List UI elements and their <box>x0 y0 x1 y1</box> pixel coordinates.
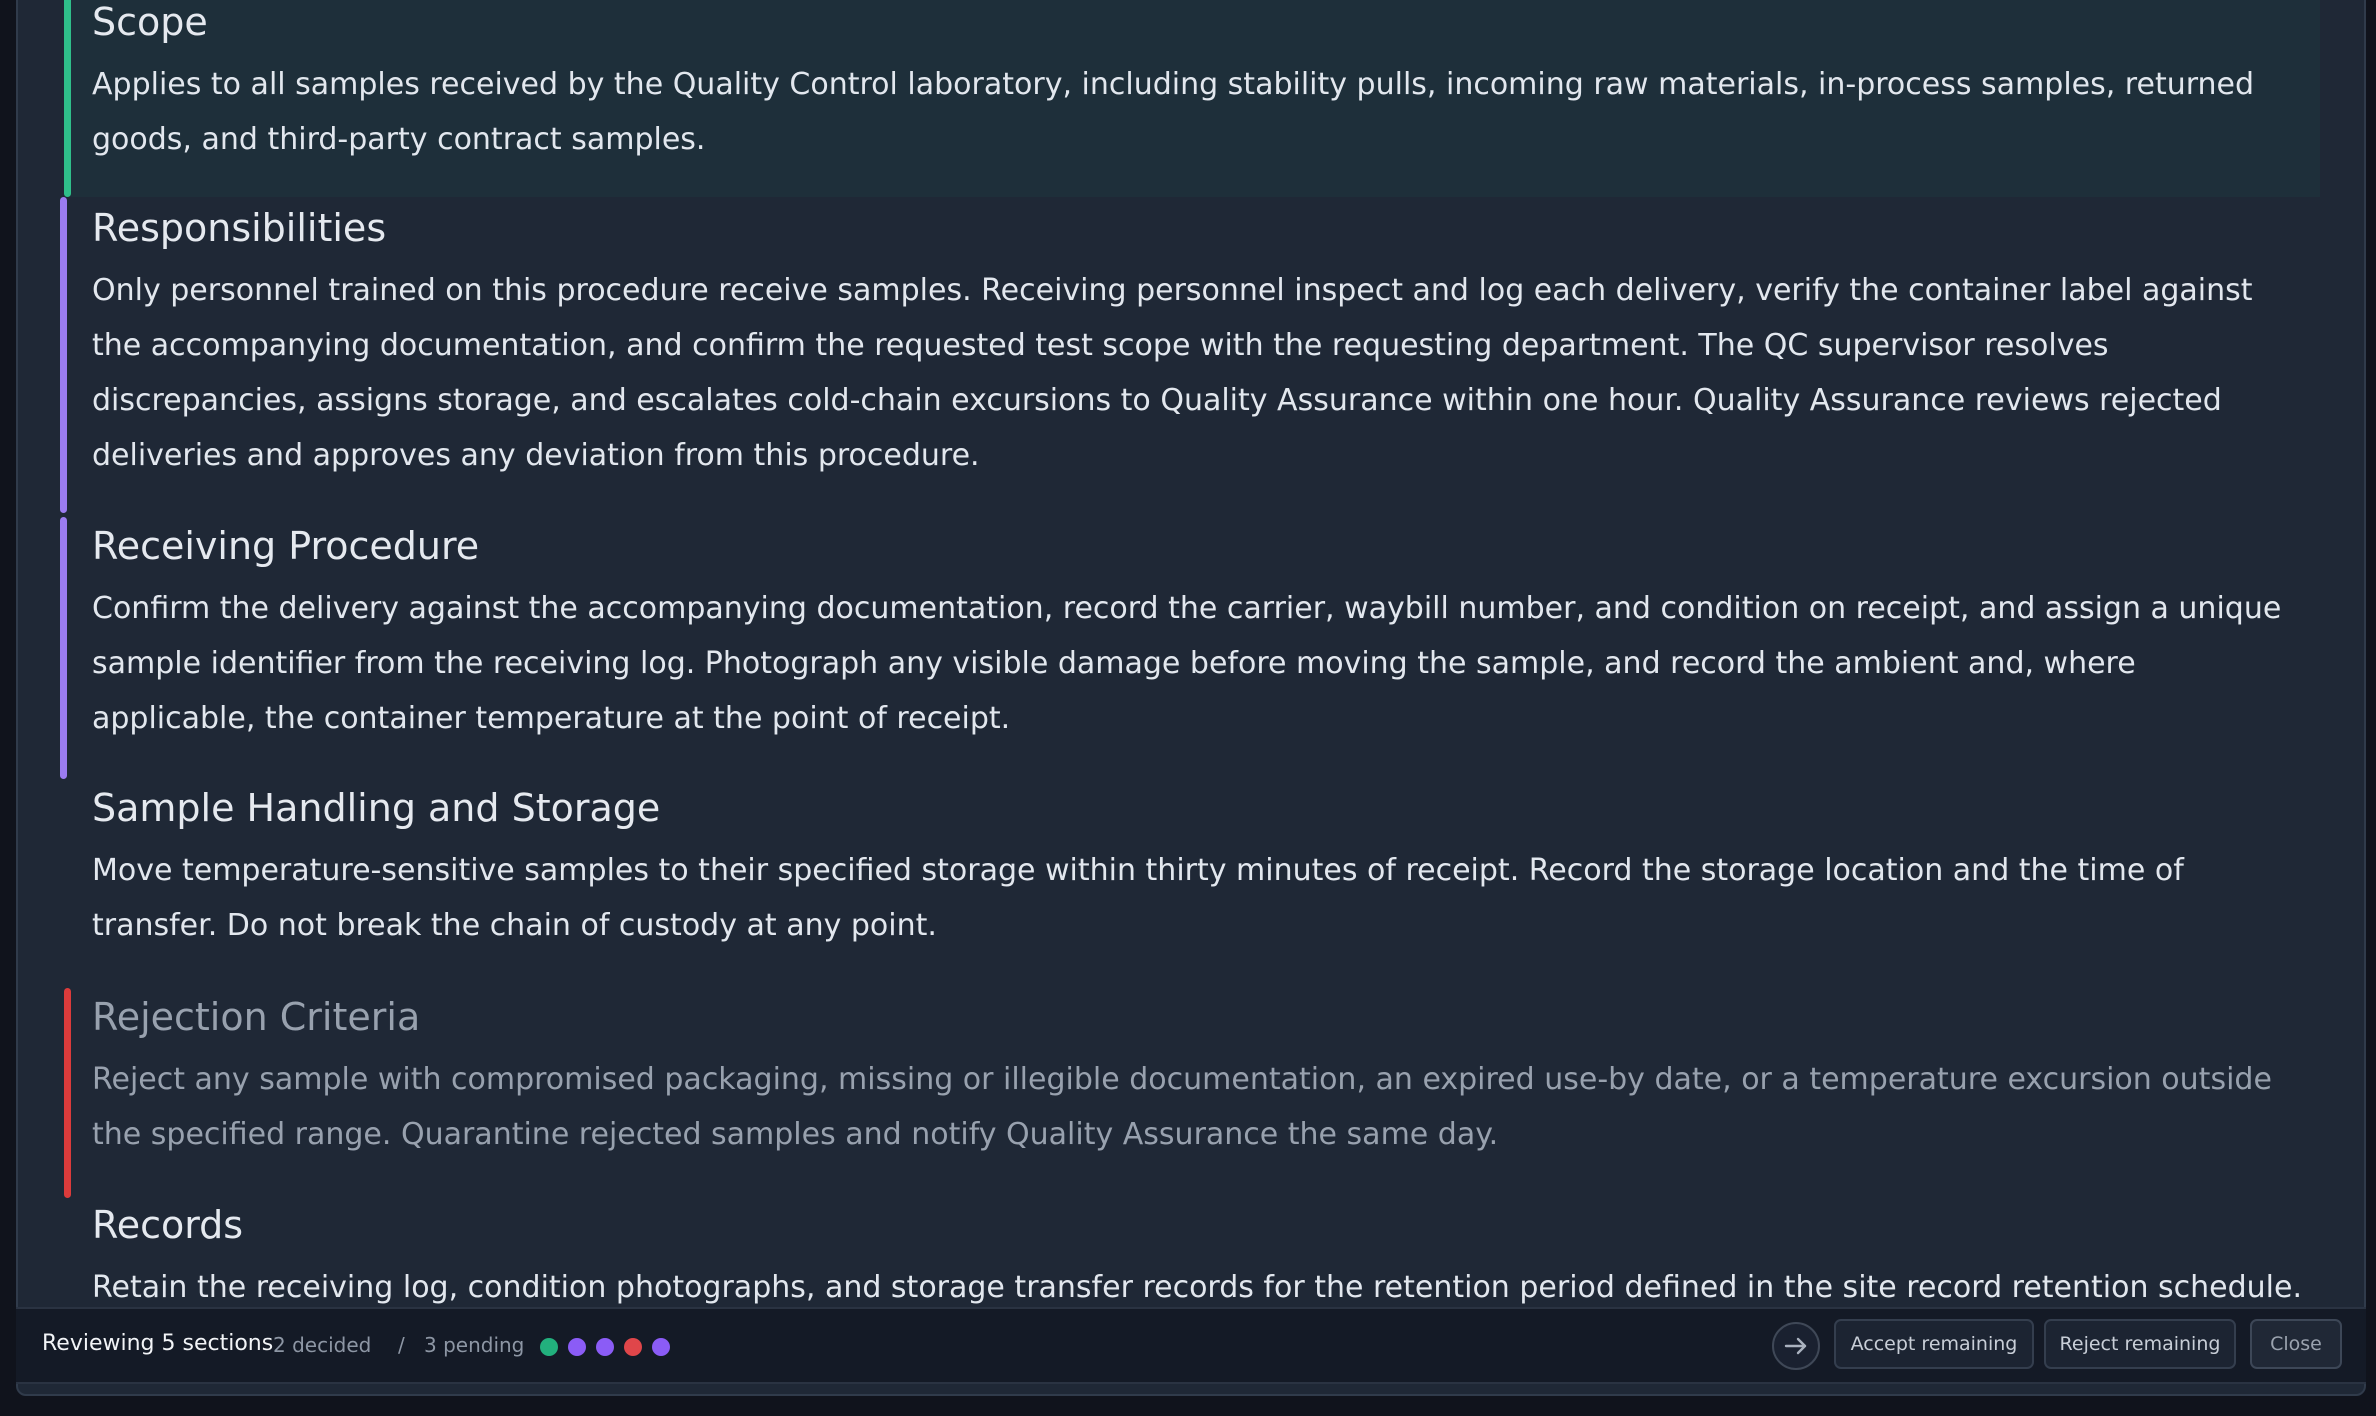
decided-count: 2 decided <box>273 1333 372 1357</box>
section-body: Retain the receiving log, condition photographs, and storage transfer records for the retention period defined in the site record retention schedule. <box>92 1270 2302 1305</box>
status-dot-accepted[interactable] <box>540 1338 558 1356</box>
section-body: Only personnel trained on this procedure receive samples. Receiving personnel inspect and log each delivery, verify the container label against the accompanying documentation, and confirm the requested test scope with the requesting department. The QC supervisor resolves discrepancies, assigns storage, and escalates cold-chain excursions to Quality Assurance within one hour. Quality Assurance reviews rejected deliveries and approves any deviation from this procedure. <box>92 273 2253 473</box>
section-body: Applies to all samples received by the Quality Control laboratory, including stability pulls, incoming raw materials, in-process samples, returned goods, and third-party contract samples. <box>92 67 2255 157</box>
section-body: Reject any sample with compromised packaging, missing or illegible documentation, an expired use-by date, or a temperature excursion outside the specified range. Quarantine rejected samples and notify Quality Assurance the same day. <box>92 1062 2272 1152</box>
accepted-status-bar <box>64 0 71 197</box>
status-dot-rejected[interactable] <box>624 1338 642 1356</box>
section-title: Scope <box>92 0 208 44</box>
next-pending-button[interactable] <box>1772 1322 1820 1370</box>
pending-status-bar <box>60 517 67 779</box>
status-dot-pending[interactable] <box>596 1338 614 1356</box>
rejected-status-bar <box>64 988 71 1198</box>
section-body: Confirm the delivery against the accompanying documentation, record the carrier, waybill number, and condition on receipt, and assign a unique sample identifier from the receiving log. Photograph any visible damage before moving the sample, and record the ambient and, where applicable, the container temperature at the point of receipt. <box>92 591 2282 736</box>
section-rejection-criteria[interactable] <box>64 988 2320 1198</box>
section-responsibilities[interactable] <box>64 197 2320 513</box>
reject-remaining-button[interactable]: Reject remaining <box>2044 1319 2236 1369</box>
close-button[interactable]: Close <box>2250 1319 2342 1369</box>
count-separator: / <box>398 1333 405 1357</box>
review-panel <box>16 0 2366 1396</box>
section-body: Move temperature-sensitive samples to their specified storage within thirty minutes of receipt. Record the storage location and the time of transfer. Do not break the chain of custody at any point. <box>92 853 2184 943</box>
accept-remaining-button[interactable]: Accept remaining <box>1834 1319 2034 1369</box>
section-title: Receiving Procedure <box>92 524 480 568</box>
review-footer <box>16 1307 2366 1384</box>
review-title: Reviewing 5 sections <box>42 1331 274 1356</box>
section-sample-handling[interactable] <box>64 779 2320 979</box>
section-receiving-procedure[interactable] <box>64 517 2320 779</box>
section-title: Records <box>92 1203 244 1247</box>
pending-status-bar <box>60 197 67 513</box>
section-title: Rejection Criteria <box>92 995 421 1039</box>
section-title: Sample Handling and Storage <box>92 786 661 830</box>
section-title: Responsibilities <box>92 206 387 250</box>
arrow-right-icon <box>1774 1324 1818 1368</box>
section-scope[interactable] <box>64 0 2320 197</box>
pending-count: 3 pending <box>424 1333 525 1357</box>
status-dot-pending[interactable] <box>568 1338 586 1356</box>
status-dot-pending[interactable] <box>652 1338 670 1356</box>
